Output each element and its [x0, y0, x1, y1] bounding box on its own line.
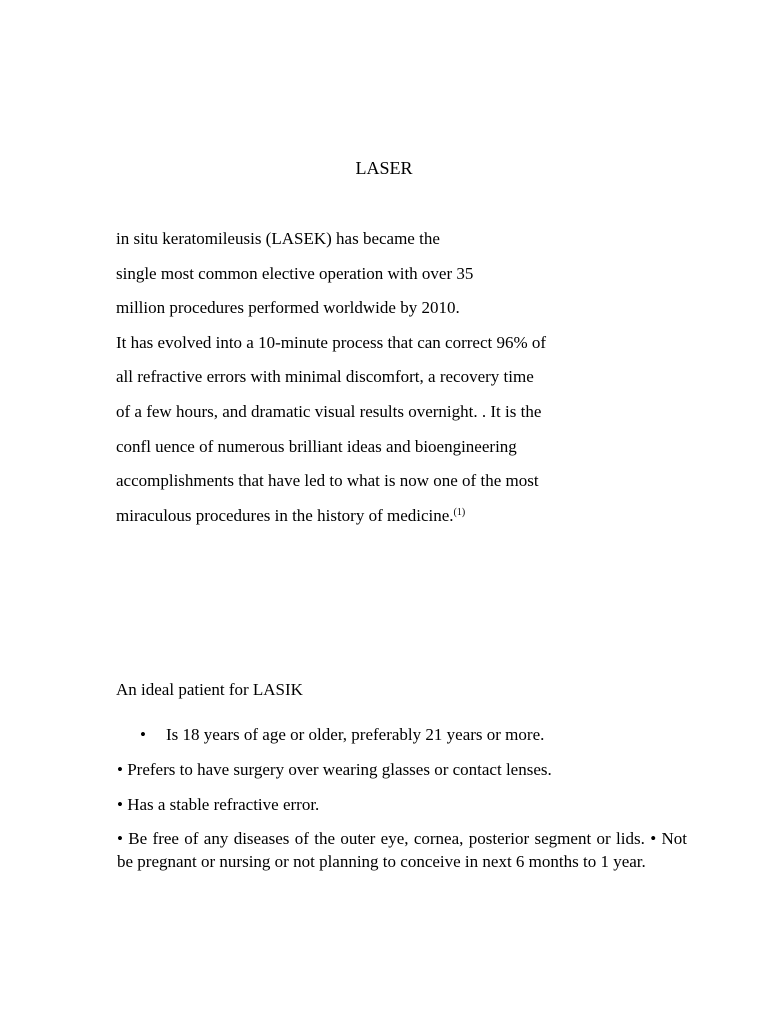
paragraph-line: in situ keratomileusis (LASEK) has became the	[116, 229, 440, 248]
bullet-item: • Prefers to have surgery over wearing glasses or contact lenses.	[117, 760, 552, 779]
bullet-item: • Be free of any diseases of the outer eye, cornea, posterior segment or lids. • Not be pregnant or nursing or not planning to conceive in next 6 months to 1 year.	[117, 829, 687, 871]
paragraph-line: all refractive errors with minimal discomfort, a recovery time	[116, 367, 534, 387]
page-title: LASER	[355, 158, 413, 178]
paragraph-line-last	[116, 505, 716, 540]
paragraph-line: It has evolved into a 10-minute process that can correct 96% of	[116, 332, 547, 352]
paragraph-line: million procedures performed worldwide by 2010.	[116, 298, 460, 318]
section-heading: An ideal patient for LASIK	[116, 680, 303, 699]
reference-superscript: (1)	[453, 506, 466, 518]
paragraph-line: single most common elective operation with over 35	[116, 263, 474, 283]
bullet-text: Is 18 years of age or older, preferably 21 years or more.	[166, 725, 545, 744]
bullet-item	[140, 724, 544, 746]
paragraph-line: of a few hours, and dramatic visual results overnight. . It is the	[116, 401, 542, 421]
intro-paragraph	[116, 228, 716, 539]
bullet-icon: •	[140, 725, 146, 744]
bullet-item: • Has a stable refractive error.	[117, 795, 320, 814]
paragraph-line: confl uence of numerous brilliant ideas and bioengineering	[116, 436, 517, 456]
paragraph-line-text: miraculous procedures in the history of medicine.	[116, 505, 454, 525]
paragraph-line: accomplishments that have led to what is now one of the most	[116, 471, 539, 491]
